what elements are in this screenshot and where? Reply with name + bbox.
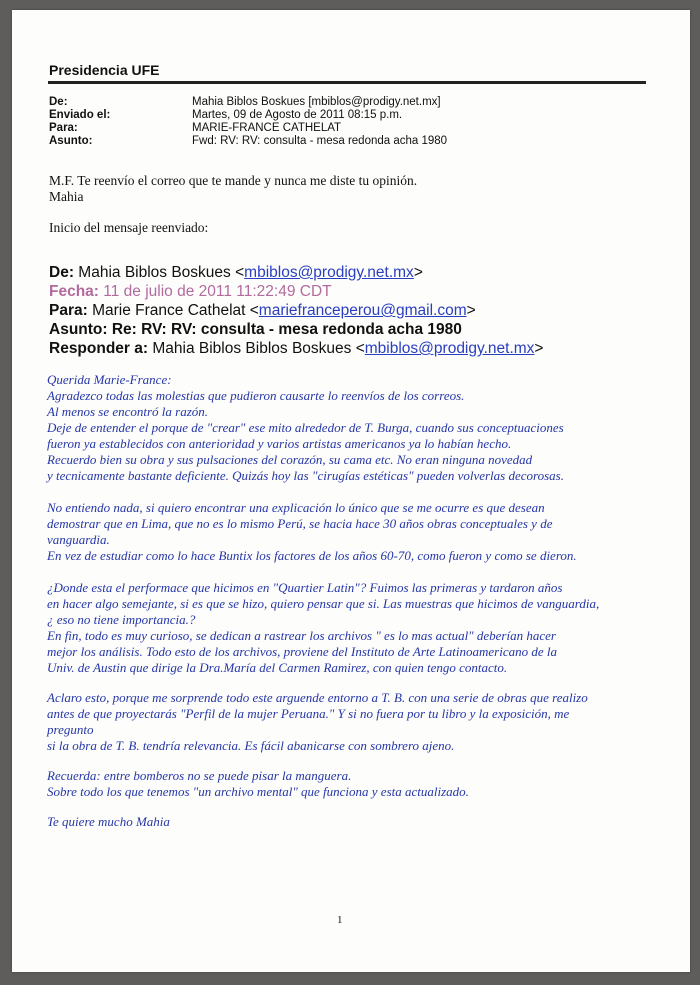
body-line: Deje de entender el porque de "crear" ese mito alrededor de T. Burga, cuando sus conceptuaciones <box>47 420 564 435</box>
header-label-subject: Asunto: <box>49 135 93 147</box>
forwarded-from-label: De: <box>49 264 74 281</box>
body-line: y tecnicamente bastante deficiente. Quizás hoy las "cirugías estéticas" pueden volverlas decorosas. <box>47 468 564 483</box>
header-value-from: Mahia Biblos Boskues [mbiblos@prodigy.net.mx] <box>192 96 441 108</box>
header-rule <box>48 81 646 84</box>
forwarded-reply-to-label: Responder a: <box>49 340 149 357</box>
forwarded-reply-to-email-link[interactable]: mbiblos@prodigy.net.mx <box>364 340 535 357</box>
forwarded-subject-label: Asunto: <box>49 321 108 338</box>
forwarded-to-close: > <box>466 302 476 319</box>
body-line: Al menos se encontró la razón. <box>47 404 209 419</box>
header-value-to: MARIE-FRANCE CATHELAT <box>192 122 342 134</box>
forwarded-reply-to <box>49 340 543 358</box>
header-label-from: De: <box>49 96 68 108</box>
body-line: Querida Marie-France: <box>47 372 172 387</box>
forwarded-to-label: Para: <box>49 302 88 319</box>
body-line: mejor los análisis. Todo esto de los archivos, proviene del Instituto de Arte Latinoamericano de la <box>47 644 557 659</box>
body-line: Recuerdo bien su obra y sus pulsaciones del corazón, su cama etc. No eran ninguna novedad <box>47 452 533 467</box>
forwarded-reply-to-name: Mahia Biblos Biblos Boskues < <box>152 340 365 357</box>
body-line: Recuerda: entre bomberos no se puede pisar la manguera. <box>47 768 352 783</box>
body-line: No entiendo nada, si quiero encontrar una explicación lo único que se me ocurre es que desean <box>47 500 545 515</box>
body-line: Sobre todo los que tenemos "un archivo mental" que funciona y esta actualizado. <box>47 784 469 799</box>
body-line: Agradezco todas las molestias que pudieron causarte lo reenvíos de los correos. <box>47 388 465 403</box>
body-line: pregunto <box>47 722 94 737</box>
document-page <box>12 10 690 972</box>
body-line: si la obra de T. B. tendría relevancia. Es fácil abanicarse con sombrero ajeno. <box>47 738 455 753</box>
body-line: En vez de estudiar como lo hace Buntix los factores de los años 60-70, como fueron y como se dieron. <box>47 548 577 563</box>
forwarded-to <box>49 302 476 320</box>
header-value-subject: Fwd: RV: RV: consulta - mesa redonda acha 1980 <box>192 135 448 147</box>
body-line: Aclaro esto, porque me sorprende todo este arguende entorno a T. B. con una serie de obras que realizo <box>47 690 588 705</box>
forwarded-reply-to-close: > <box>534 340 544 357</box>
forwarded-from-email-link[interactable]: mbiblos@prodigy.net.mx <box>244 264 414 281</box>
forwarded-subject <box>49 321 462 339</box>
body-line: En fin, todo es muy curioso, se dedican a rastrear los archivos " es lo mas actual" deberían hacer <box>47 628 556 643</box>
header-label-sent: Enviado el: <box>49 109 111 121</box>
body-line: ¿ eso no tiene importancia.? <box>47 612 196 627</box>
body-line: fueron ya establecidos con anterioridad y varios artistas americanos ya lo habían hecho. <box>47 436 512 451</box>
forwarded-date <box>49 283 332 301</box>
forwarded-from-close: > <box>413 264 423 281</box>
page-number: 1 <box>337 914 343 926</box>
body-line: demostrar que en Lima, que no es lo mismo Perú, se hacia hace 30 años obras conceptuales y de <box>47 516 553 531</box>
intro-line: M.F. Te reenvío el correo que te mande y nunca me diste tu opinión. <box>49 173 418 188</box>
forward-notice: Inicio del mensaje reenviado: <box>49 220 209 235</box>
header-label-to: Para: <box>49 122 78 134</box>
organization-title: Presidencia UFE <box>49 62 160 78</box>
body-line: en hacer algo semejante, si es que se hizo, quiero pensar que si. Las muestras que hicimos de vanguardia, <box>47 596 600 611</box>
body-line: antes de que proyectarás "Perfil de la mujer Peruana." Y si no fuera por tu libro y la exposición, me <box>47 706 570 721</box>
forwarded-from-name: Mahia Biblos Boskues < <box>78 264 245 281</box>
forwarded-subject-value: Re: RV: RV: consulta - mesa redonda acha 1980 <box>111 321 462 338</box>
body-line: ¿Donde esta el performace que hicimos en "Quartier Latin"? Fuimos las primeras y tardaron años <box>47 580 563 595</box>
intro-signature: Mahia <box>49 189 84 204</box>
body-line: Univ. de Austin que dirige la Dra.María del Carmen Ramirez, con quien tengo contacto. <box>47 660 508 675</box>
forwarded-to-name: Marie France Cathelat < <box>92 302 259 319</box>
body-line: vanguardia. <box>47 532 110 547</box>
forwarded-date-label: Fecha: <box>49 283 99 300</box>
forwarded-to-email-link[interactable]: mariefranceperou@gmail.com <box>258 302 467 319</box>
header-value-sent: Martes, 09 de Agosto de 2011 08:15 p.m. <box>192 109 403 121</box>
body-signature: Te quiere mucho Mahia <box>47 814 170 829</box>
forwarded-from <box>49 264 423 282</box>
forwarded-date-value: 11 de julio de 2011 11:22:49 CDT <box>103 283 332 300</box>
